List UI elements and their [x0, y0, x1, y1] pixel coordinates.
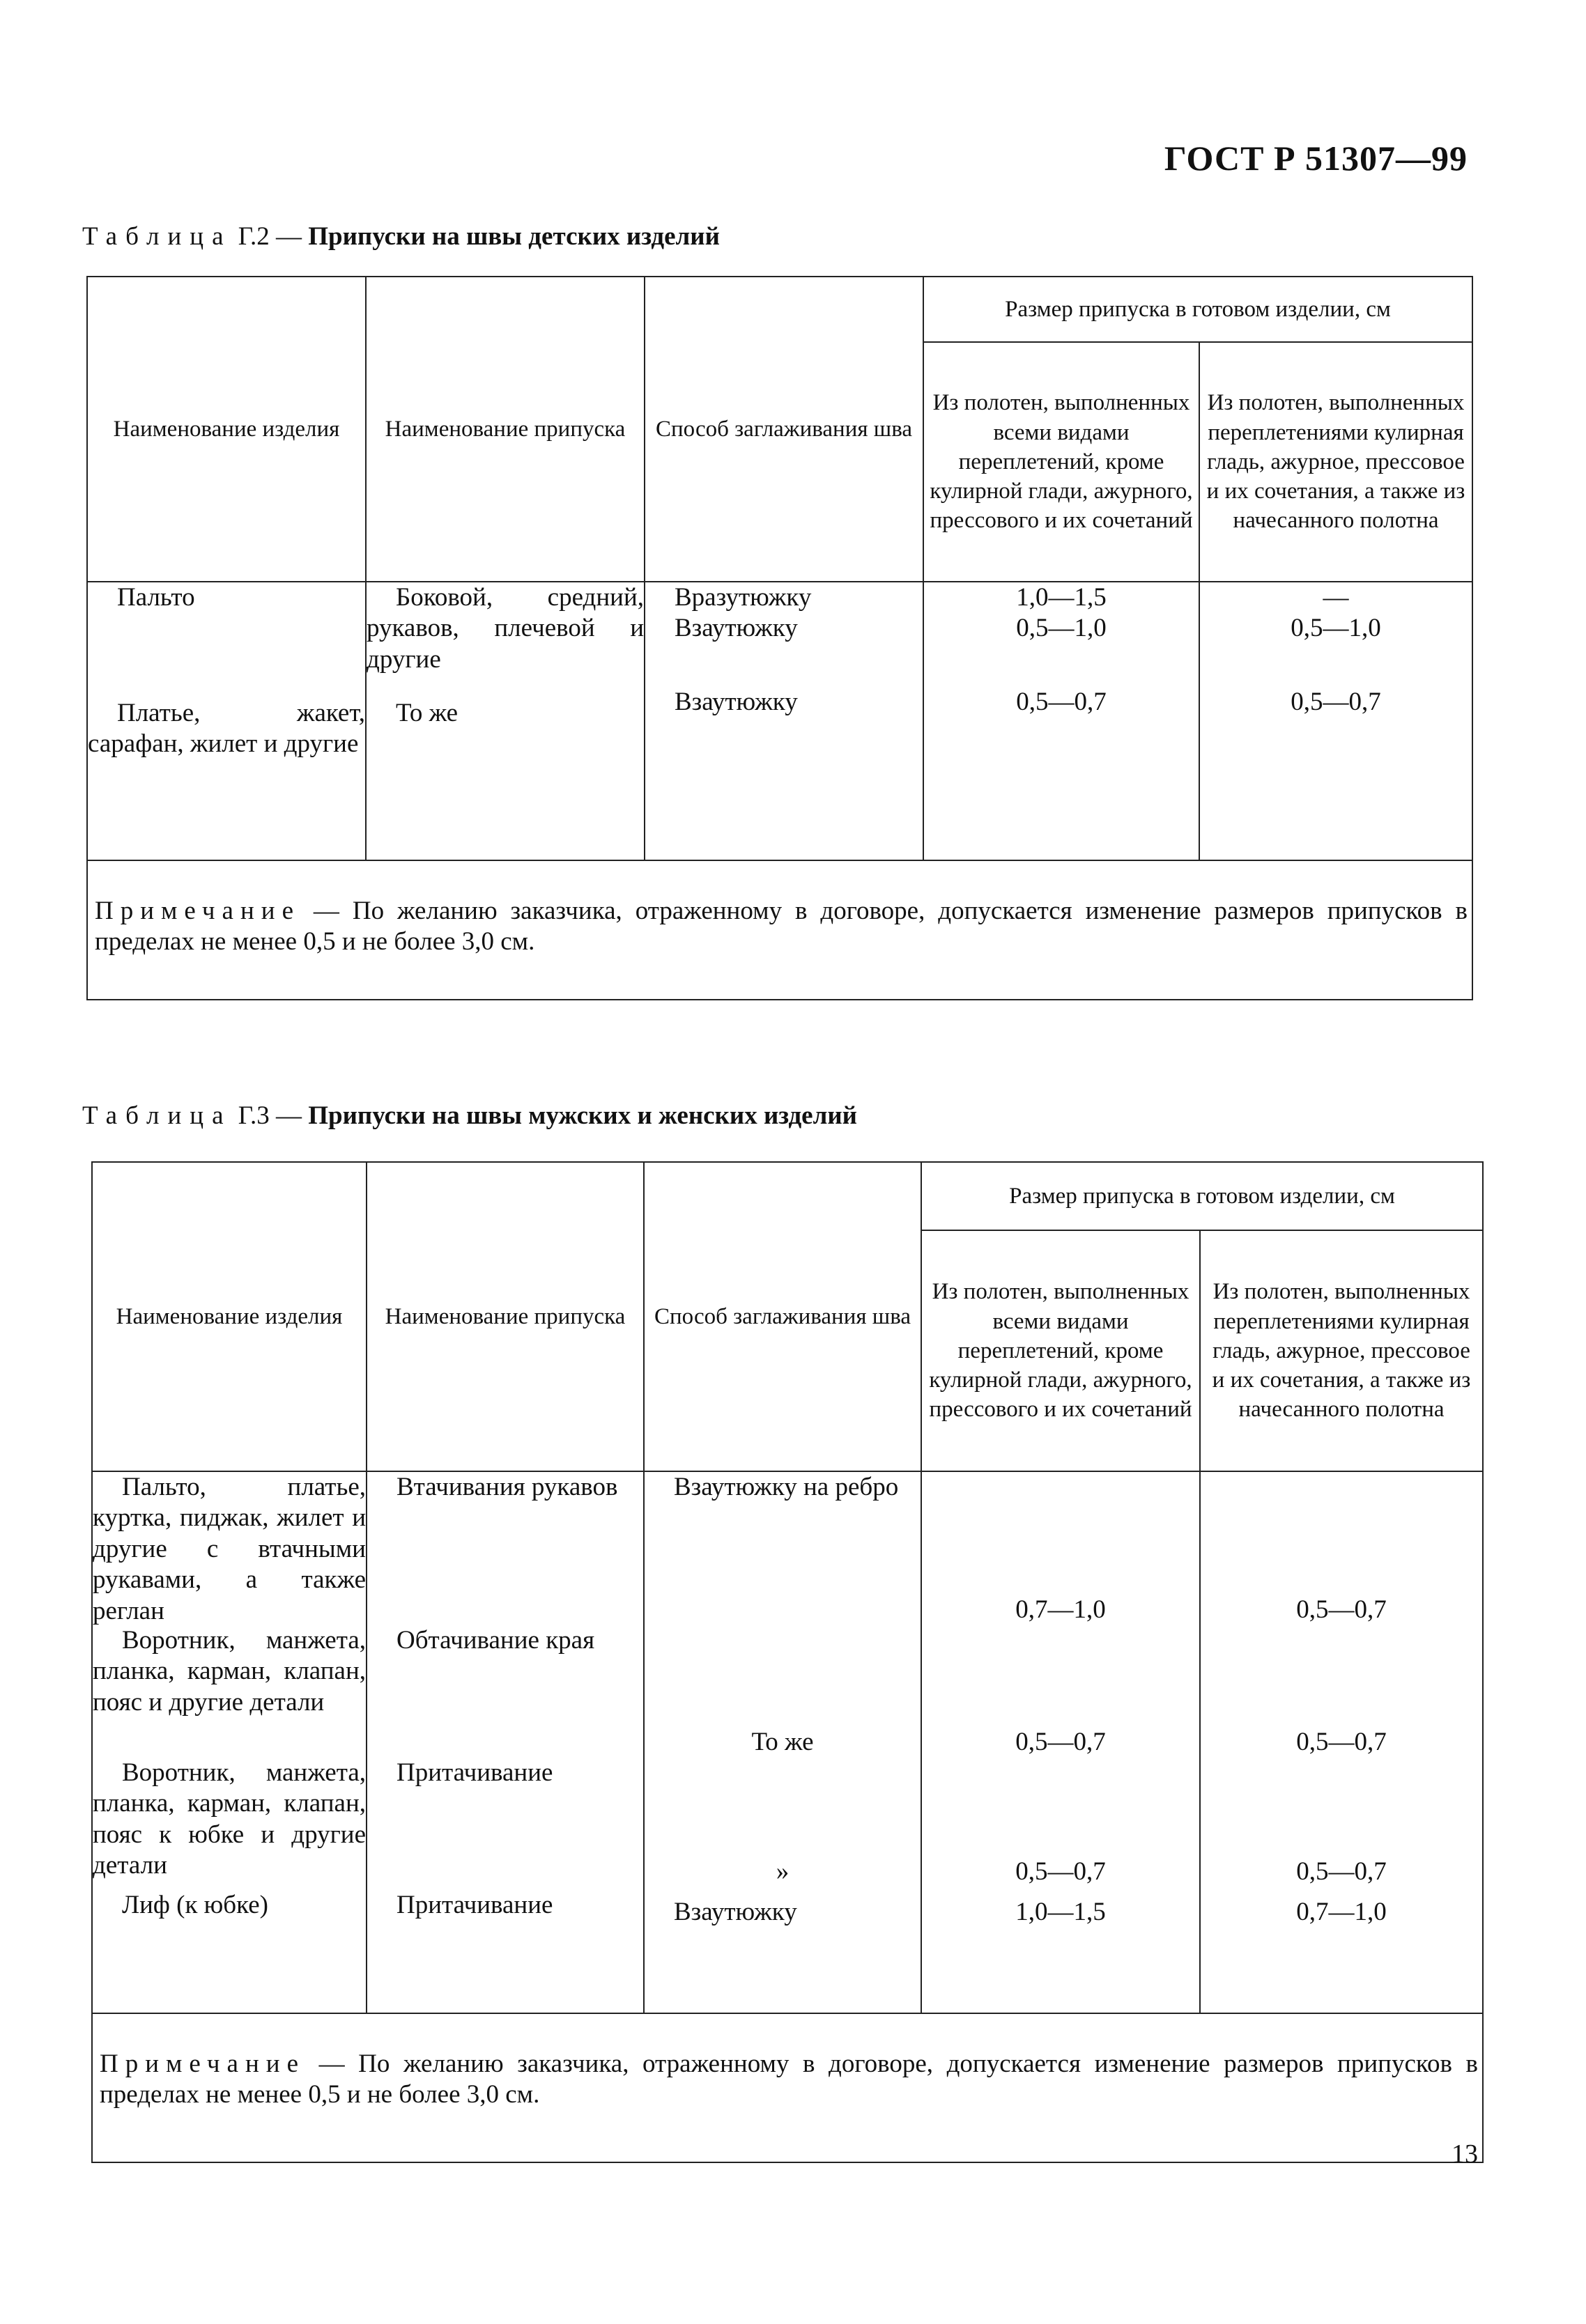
table-g2-header-method: Способ заглаживания шва — [645, 277, 923, 582]
table-g3-note-text: — По желанию заказчика, отраженному в договоре, допускается изменение размеров припусков в пределах не менее 0,5 и не более 3,0 см. — [100, 2050, 1478, 2109]
table-g2-a-1b: 0,5—1,0 — [1016, 614, 1107, 643]
table-g3-b-2: 0,5—0,7 — [1296, 1728, 1387, 1756]
table-g3-allowance-3: Притачивание — [396, 1758, 553, 1787]
table-g3-a-3: 0,5—0,7 — [1015, 1857, 1106, 1886]
table-g3-caption-number: Г.3 — [238, 1101, 270, 1130]
table-g3-method-3: » — [776, 1857, 790, 1886]
table-g2-caption — [82, 222, 720, 251]
table-g2-method-2: Взаутюжку — [675, 688, 798, 717]
table-g2-caption-dash: — — [269, 222, 309, 251]
table-g3-caption-dash: — — [269, 1101, 309, 1130]
table-g3-a-1: 0,7—1,0 — [1015, 1595, 1106, 1624]
table-g3-product-2: Воротник, манжета, планка, карман, клапан, пояс и другие детали — [93, 1626, 366, 1717]
table-g3-b-3: 0,5—0,7 — [1296, 1857, 1387, 1886]
table-g2-header-product: Наименование изделия — [87, 277, 366, 582]
table-g2-header-allowance: Наименование припуска — [366, 277, 645, 582]
table-g3-note-label: Примечание — [100, 2050, 305, 2078]
table-g2-caption-label: Таблица — [82, 222, 232, 251]
table-g3-header-product: Наименование изделия — [92, 1162, 367, 1471]
table-g3-header-allowance: Наименование припуска — [367, 1162, 644, 1471]
table-g2-b-1b: 0,5—1,0 — [1291, 614, 1381, 643]
table-g2-allowance-1: Боковой, средний, рукавов, плечевой и другие — [367, 583, 644, 674]
standard-code: ГОСТ Р 51307—99 — [1164, 139, 1468, 178]
table-g2-caption-title: Припуски на швы детских изделий — [308, 222, 720, 251]
table-g2-header-size-group: Размер припуска в готовом изделии, см — [923, 277, 1472, 342]
table-g3-header-size-group: Размер припуска в готовом изделии, см — [921, 1162, 1483, 1230]
table-g2-b-1a: — — [1323, 583, 1349, 612]
table-g2-allowance-2: То же — [396, 699, 459, 727]
table-g3-allowance-2: Обтачивание края — [396, 1626, 595, 1655]
table-g3-product-1: Пальто, платье, куртка, пиджак, жилет и другие с втачными рукавами, а также реглан — [93, 1473, 366, 1625]
table-g2-note-text: — По желанию заказчика, отраженному в договоре, допускается изменение размеров припусков в пределах не менее 0,5 и не более 3,0 см. — [95, 897, 1468, 956]
table-g3-b-4: 0,7—1,0 — [1296, 1898, 1387, 1926]
table-g3-a-4: 1,0—1,5 — [1015, 1898, 1106, 1926]
table-g2-a-2: 0,5—0,7 — [1016, 688, 1107, 717]
table-g3-product-4: Лиф (к юбке) — [122, 1891, 268, 1919]
table-g3 — [91, 1161, 1484, 2163]
table-g3-header-method: Способ заглаживания шва — [644, 1162, 921, 1471]
table-g2-b-2: 0,5—0,7 — [1291, 688, 1381, 717]
table-g2-note-label: Примечание — [95, 897, 300, 925]
table-g2-product-1: Пальто — [117, 583, 195, 612]
table-g3-allowance-4: Притачивание — [396, 1891, 553, 1919]
table-g3-header-col-b: Из полотен, выполненных переплетениями кулирная гладь, ажурное, прессовое и их сочетания, а также из начесанного полотна — [1200, 1230, 1483, 1471]
table-g2-method-1a: Вразутюжку — [675, 583, 812, 612]
table-g3-a-2: 0,5—0,7 — [1015, 1728, 1106, 1756]
table-g2-note — [87, 860, 1472, 1000]
table-g3-note — [92, 2013, 1483, 2162]
table-g3-product-3: Воротник, манжета, планка, карман, клапан, пояс к юбке и другие детали — [93, 1758, 366, 1880]
table-g3-caption-title: Припуски на швы мужских и женских изделий — [308, 1101, 858, 1130]
table-g2-a-1a: 1,0—1,5 — [1016, 583, 1107, 612]
table-g2-method-1b: Взаутюжку — [675, 614, 798, 643]
table-row — [87, 582, 1472, 860]
table-g2-product-2: Платье, жакет, сарафан, жилет и другие — [88, 699, 365, 759]
table-g3-method-2: То же — [751, 1728, 814, 1756]
table-g2-caption-number: Г.2 — [238, 222, 270, 251]
table-g2-header-col-a: Из полотен, выполненных всеми видами переплетений, кроме кулирной глади, ажурного, прессового и их сочетаний — [923, 342, 1199, 582]
table-g3-header-col-a: Из полотен, выполненных всеми видами переплетений, кроме кулирной глади, ажурного, прессового и их сочетаний — [921, 1230, 1200, 1471]
table-g3-method-4: Взаутюжку — [674, 1898, 797, 1926]
table-g2-header-col-b: Из полотен, выполненных переплетениями кулирная гладь, ажурное, прессовое и их сочетания, а также из начесанного полотна — [1199, 342, 1472, 582]
table-g3-caption — [82, 1101, 857, 1131]
table-g3-allowance-1: Втачивания рукавов — [396, 1473, 618, 1501]
table-g3-b-1: 0,5—0,7 — [1296, 1595, 1387, 1624]
table-g3-method-1: Взаутюжку на ребро — [674, 1473, 899, 1501]
table-g2 — [86, 276, 1473, 1000]
table-g3-caption-label: Таблица — [82, 1101, 232, 1130]
page-number: 13 — [1452, 2139, 1478, 2169]
table-row — [92, 1471, 1483, 2013]
